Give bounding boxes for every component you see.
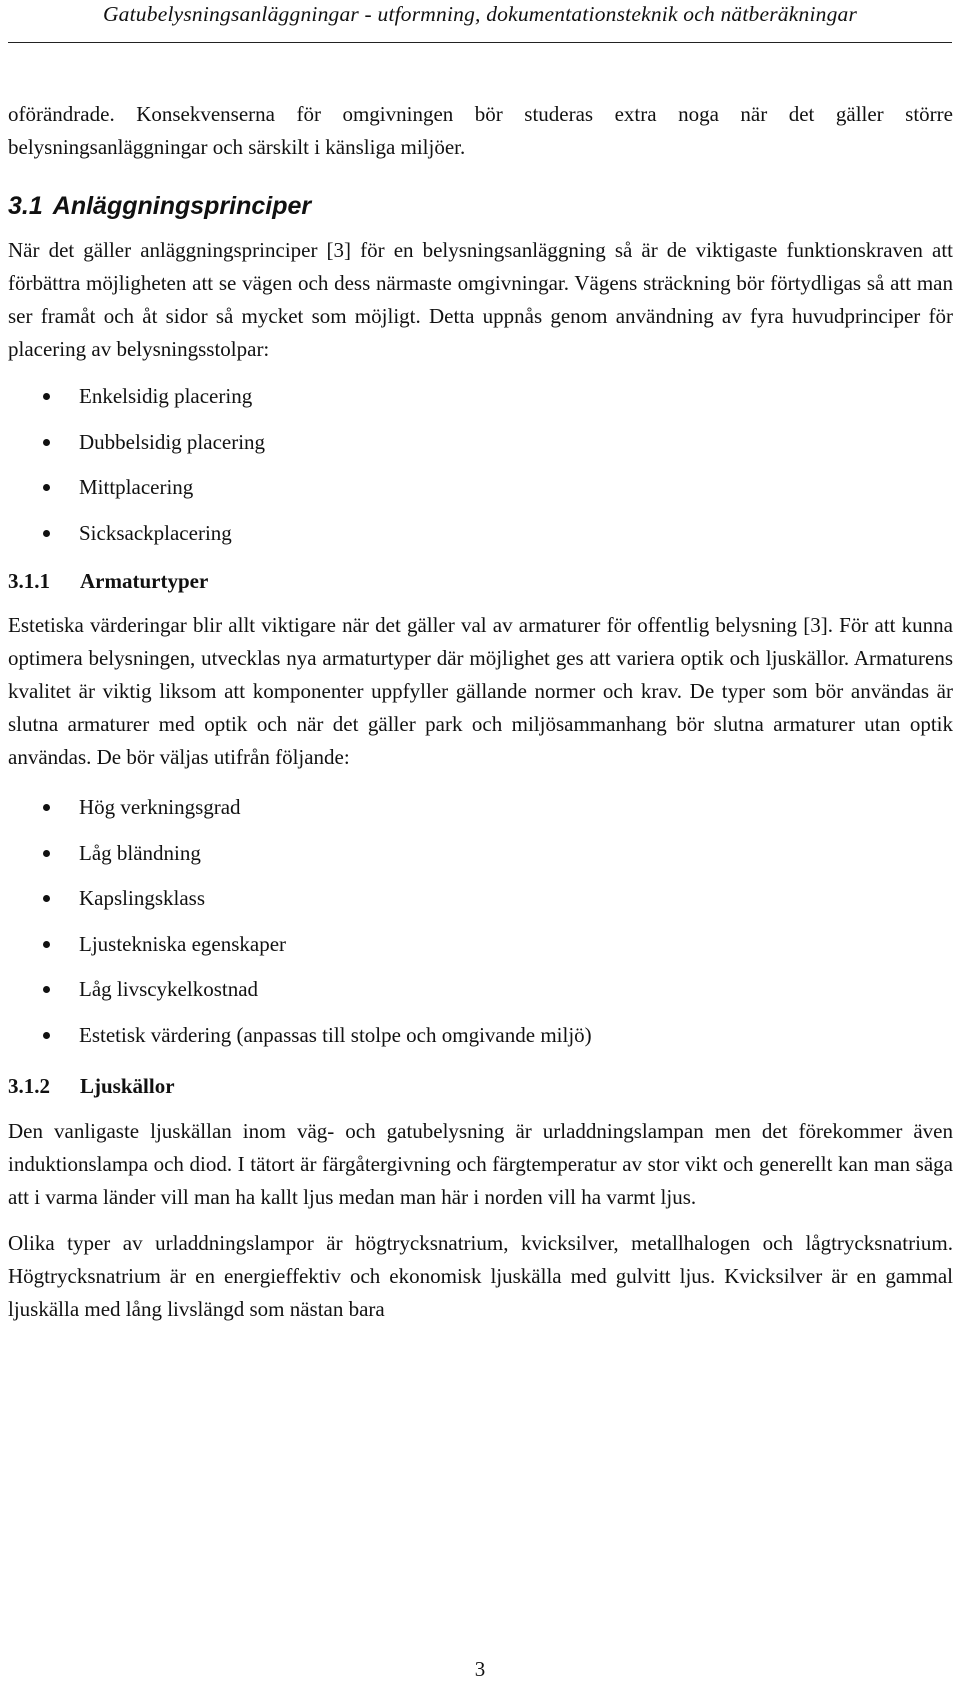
section-title: Anläggningsprinciper	[52, 192, 312, 220]
bullet-icon	[43, 1032, 50, 1039]
bullet-icon	[43, 439, 50, 446]
section-title: Armaturtyper	[80, 569, 209, 593]
list-item: Låg bländning	[8, 837, 953, 883]
list-item: Mittplacering	[8, 471, 953, 517]
luminaire-criteria-list	[8, 791, 953, 1064]
placement-principles-list	[8, 380, 953, 562]
section-3-1-2-paragraph-2: Olika typer av urladdningslampor är högtrycksnatrium, kvicksilver, metallhalogen och lågtrycksnatrium. Högtrycksnatrium är en energieffektiv och ekonomisk ljuskälla med gulvitt ljus. Kvicksilver är en gammal ljuskälla med lång livslängd som nästan bara	[8, 1231, 953, 1321]
list-item: Sicksackplacering	[8, 517, 953, 563]
list-item: Kapslingsklass	[8, 882, 953, 928]
bullet-icon	[43, 804, 50, 811]
section-number: 3.1.2	[8, 1074, 50, 1098]
page-number: 3	[474, 1657, 486, 1681]
list-item: Estetisk värdering (anpassas till stolpe och omgivande miljö)	[8, 1019, 953, 1065]
bullet-icon	[43, 850, 50, 857]
running-header: Gatubelysningsanläggningar - utformning, dokumentationsteknik och nätberäkningar	[102, 2, 858, 26]
list-item: Dubbelsidig placering	[8, 426, 953, 472]
intro-paragraph: oförändrade. Konsekvenserna för omgivningen bör studeras extra noga när det gäller större belysningsanläggningar och särskilt i känsliga miljöer.	[8, 102, 953, 159]
section-3-1-1-paragraph: Estetiska värderingar blir allt viktigare när det gäller val av armaturer för offentlig belysning [3]. För att kunna optimera belysningen, utvecklas nya armaturtyper där möjlighet ges att variera optik och ljuskällor. Armaturens kvalitet är viktig liksom att komponenter uppfyller gällande normer och krav. De typer som bör användas är slutna armaturer med optik och när det gäller park och miljösammanhang bör slutna armaturer utan optik användas. De bör väljas utifrån följande:	[8, 613, 953, 769]
section-3-1-2-paragraph-1: Den vanligaste ljuskällan inom väg- och gatubelysning är urladdningslampan men det förekommer även induktionslampa och diod. I tätort är färgåtergivning och färgtemperatur av stor vikt och generellt kan man säga att i varma länder vill man ha kallt ljus medan man här i norden vill ha varmt ljus.	[8, 1119, 953, 1209]
bullet-icon	[43, 986, 50, 993]
section-heading-3-1-2	[8, 1071, 953, 1101]
section-number: 3.1	[8, 192, 43, 220]
list-item: Enkelsidig placering	[8, 380, 953, 426]
section-heading-3-1-1	[8, 566, 953, 596]
section-3-1-paragraph: När det gäller anläggningsprinciper [3] för en belysningsanläggning så är de viktigaste funktionskraven att förbättra möjligheten att se vägen och dess närmaste omgivningar. Vägens sträckning bör förtydligas så att man ser framåt och åt sidor så mycket som möjligt. Detta uppnås genom användning av fyra huvudprinciper för placering av belysningsstolpar:	[8, 238, 953, 361]
list-item: Låg livscykelkostnad	[8, 973, 953, 1019]
list-item: Ljustekniska egenskaper	[8, 928, 953, 974]
section-heading-3-1	[8, 190, 953, 222]
bullet-icon	[43, 484, 50, 491]
section-title: Ljuskällor	[80, 1074, 175, 1098]
list-item: Hög verkningsgrad	[8, 791, 953, 837]
section-number: 3.1.1	[8, 569, 50, 593]
bullet-icon	[43, 530, 50, 537]
bullet-icon	[43, 895, 50, 902]
bullet-icon	[43, 393, 50, 400]
page-body	[8, 98, 953, 1326]
header-divider	[8, 42, 952, 43]
bullet-icon	[43, 941, 50, 948]
